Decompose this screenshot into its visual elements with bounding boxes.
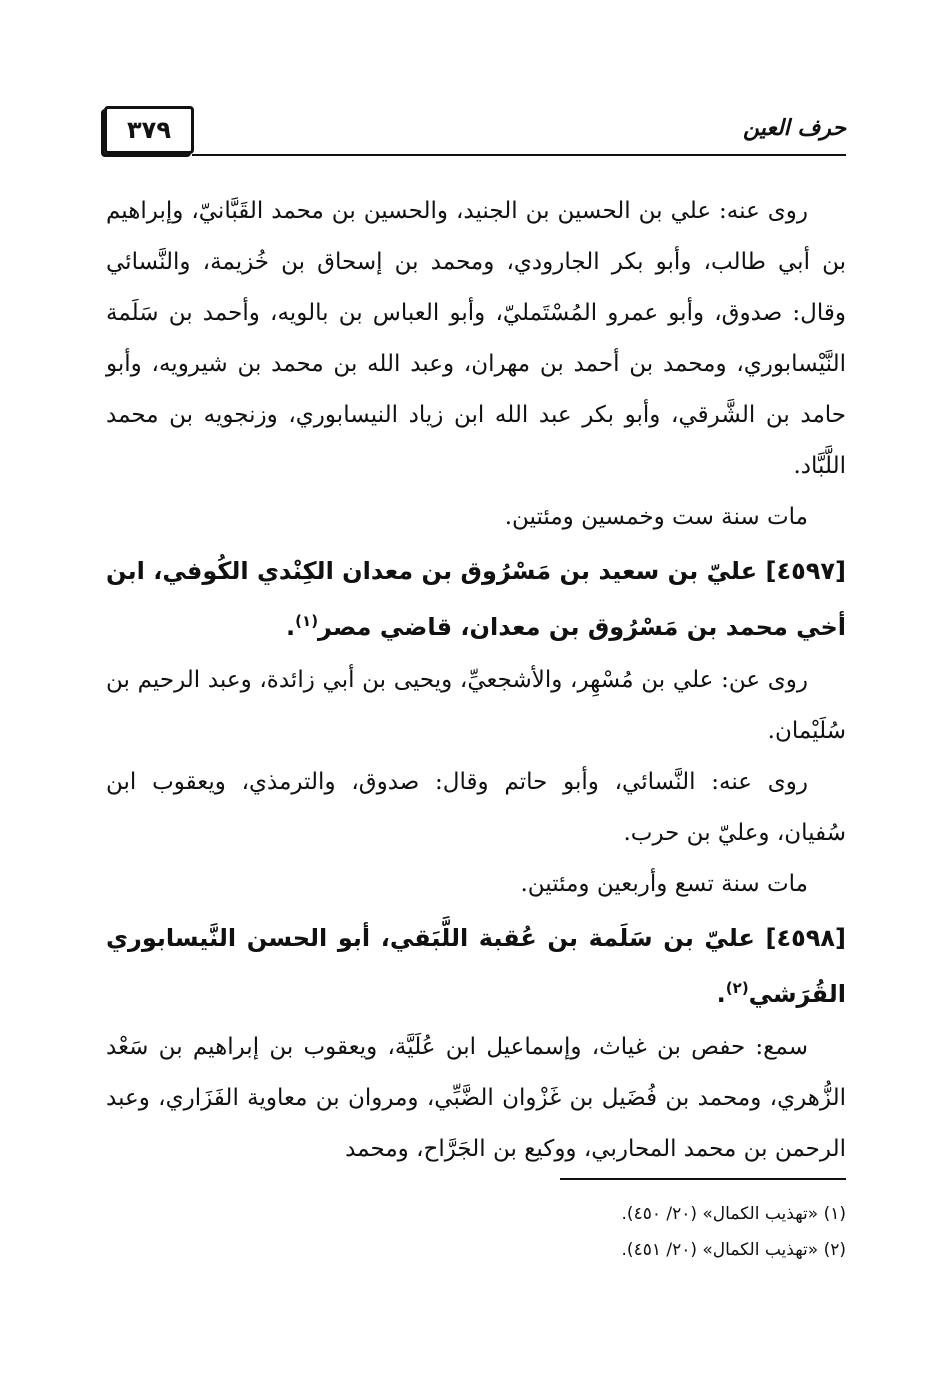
entry-heading-4597: [٤٥٩٧] عليّ بن سعيد بن مَسْرُوق بن معدان الكِنْدي الكُوفي، ابن أخي محمد بن مَسْرُوق بن معدان، قاضي مصر$^{(١)}$. — [106, 557, 846, 641]
narrated-from-paragraph: روى عن: علي بن مُسْهِر، والأشجعيِّ، ويحيى بن أبي زائدة، وعبد الرحيم بن سُلَيْمان. — [106, 667, 846, 744]
header-divider — [192, 154, 846, 156]
main-text — [106, 186, 846, 1175]
footnote: (٢) «تهذيب الكمال» (٢٠/ ٤٥١). — [621, 1240, 846, 1260]
section-title: حرف العين — [742, 116, 846, 141]
page-number: ٣٧٩ — [104, 106, 194, 154]
death-year-paragraph: مات سنة تسع وأربعين ومئتين. — [520, 871, 808, 897]
footnote-reference: (١) — [295, 612, 319, 630]
entry-heading-text: [٤٥٩٨] عليّ بن سَلَمة بن عُقبة اللَّبَقي، أبو الحسن النَّيسابوري القُرَشي — [106, 924, 846, 1008]
entry-heading-4598: [٤٥٩٨] عليّ بن سَلَمة بن عُقبة اللَّبَقي، أبو الحسن النَّيسابوري القُرَشي$^{(٢)}$. — [106, 924, 846, 1008]
footnote-reference: (٢) — [725, 979, 749, 997]
entry-heading-text: [٤٥٩٧] عليّ بن سعيد بن مَسْرُوق بن معدان الكِنْدي الكُوفي، ابن أخي محمد بن مَسْرُوق بن معدان، قاضي مصر — [106, 557, 846, 641]
heard-from-paragraph: سمع: حفص بن غياث، وإسماعيل ابن عُلَيَّة، ويعقوب بن إبراهيم بن سَعْد الزُّهري، ومحمد بن فُضَيل بن غَزْوان الضَّبِّي، ومروان بن معاوية الفَزَاري، وعبد الرحمن بن محمد المحاربي، ووكيع بن الجَرَّاح، ومحمد — [106, 1034, 846, 1162]
footnote-divider — [560, 1178, 846, 1180]
death-year-paragraph: مات سنة ست وخمسين ومئتين. — [504, 504, 808, 530]
narrators-paragraph: روى عنه: علي بن الحسين بن الجنيد، والحسين بن محمد القَبَّانيّ، وإبراهيم بن أبي طالب، وأبو بكر الجارودي، ومحمد بن إسحاق بن خُزيمة، والنَّسائي وقال: صدوق، وأبو عمرو المُسْتَمليّ، وأبو العباس بن بالويه، وأحمد بن سَلَمة النَّيْسابوري، ومحمد بن أحمد بن مهران، وعبد الله بن محمد بن شيرويه، وأبو حامد بن الشَّرقي، وأبو بكر عبد الله ابن زياد النيسابوري، وزنجويه بن محمد اللَّبَّاد. — [106, 198, 846, 479]
narrators-paragraph: روى عنه: النَّسائي، وأبو حاتم وقال: صدوق، والترمذي، ويعقوب ابن سُفيان، وعليّ بن حرب. — [106, 769, 846, 846]
footnotes — [500, 1196, 846, 1268]
page-header — [104, 100, 846, 158]
footnote: (١) «تهذيب الكمال» (٢٠/ ٤٥٠). — [621, 1204, 846, 1224]
